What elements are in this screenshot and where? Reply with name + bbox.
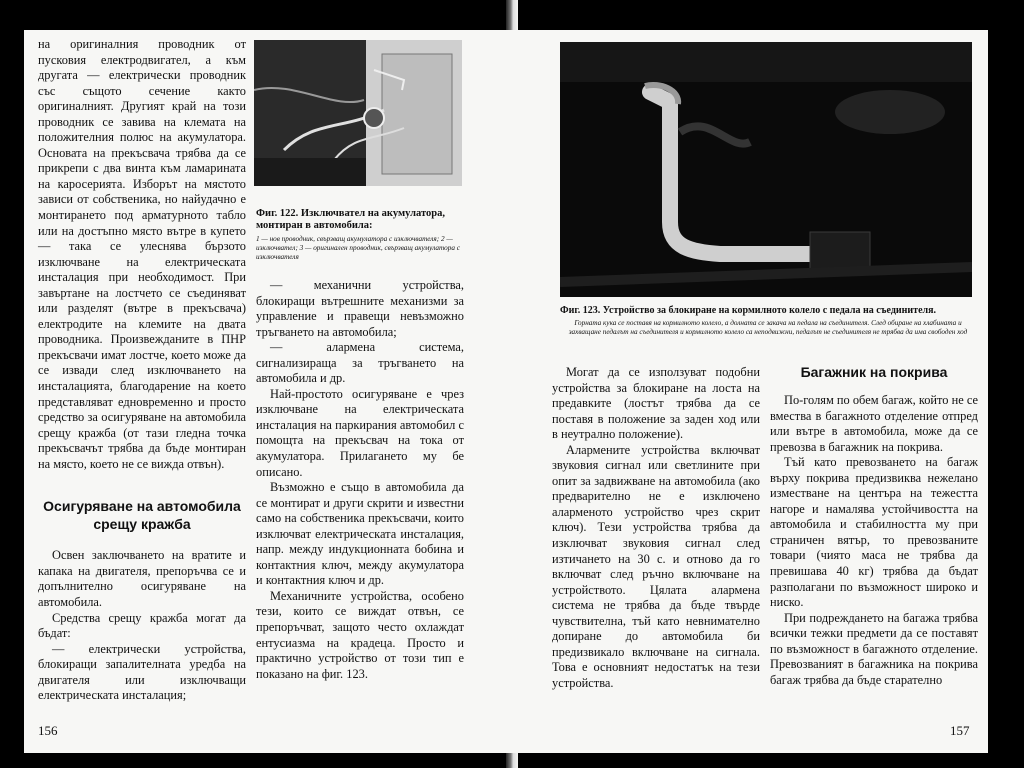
figure-122-caption (256, 208, 462, 262)
paragraph: Алармените устройства включват звуковия сигнал или светлините при опит за задвижване на автомобила (ако предварително не е изключено алармeното устройство чрез скрит ключ). Тези устройства трябва да изключват звуковия сигнал след изтичането на 30 с. и отново да го включват след ръчно включване на устройството. Цялата алармена система не трябва да бъде твърде чувствителна, тъй като невнимателно допиране до автомобила би предизвикало включване на сигнала. Това е основният недостатък на тези устройства. (552, 442, 760, 690)
paragraph: Възможно е също в автомобила да се монтират и други скрити и известни само на собственика прекъсвачи, които изключват електрическата инсталация, напр. между индукционната бобина и контактния ключ, между акумулатора и контактния ключ и др. (256, 480, 464, 588)
left-page (24, 30, 514, 753)
paragraph: — алармена система, сигнализираща за тръгването на автомобила и др. (256, 340, 464, 386)
left-column-2 (256, 278, 464, 682)
right-column-2 (770, 363, 978, 688)
figure-legend: 1 — нов проводник, свързващ акумулатора с изключвателя; 2 — изключвател; 3 — оригинален проводник, свързващ акумулатора с изключвателя (256, 235, 460, 261)
page-number: 157 (950, 723, 970, 738)
photo-illustration (254, 40, 462, 186)
paragraph: Освен заключването на вратите и капака на двигателя, препоръчва се и допълнително осигуряване на автомобила. (38, 548, 246, 609)
right-column-1 (552, 365, 760, 691)
section-heading: Багажник на покрива (800, 364, 948, 380)
paragraph: При подреждането на багажа трябва всички тежки предмети да се поставят по възможност в багажното отделение. Превозваният в багажника на покрива багаж трябва да бъде старателно (770, 610, 978, 687)
paragraph: Тъй като превозването на багаж върху покрива предизвиква нежелано изместване на центъра на тежестта нагоре и намалява устойчивостта на автомобила и стабилността му при страничен вятър, то превозваните товари (чиято маса не трябва да превишава 40 кг) трябва да бъдат разполагани по възможност широко и ниско. (770, 455, 978, 610)
paragraph: Могат да се използуват подобни устройства за блокиране на лоста на предавките (лостът трябва да се поставя в положение за заден ход или в неутрално положение). (552, 365, 760, 442)
paragraph: на оригиналния проводник от пусковия електродвигател, а към другата — електрически проводник със същото сечение както оригиналният. Другият край на този проводник се завива на клемата на положителния полюс на акумулатора. Основата на прекъсвача трябва да се прикрепи с два винта към ламарината на каросерията. Изборът на мястото зависи от собственика, но найудачно е монтирането под арматурното табло или на достъпно място вътре в купето — така се улеснява бързото изключване на електрическата инсталация при необходимост. При завъртане на лостчето се съединяват или разделят (вътре в прекъсвача) електродите на клемите на двата проводника. Произвежданите в ПНР прекъсвачи имат лостче, което може да се извади след изключването на инсталацията, благодарение на което представляват едновременно и просто средство за осигуряване на автомобила срещу кражба (от тази гледна точка прекъсвачът трябва да бъде монтиран на място, което не се вижда отвън). (38, 37, 246, 471)
figure-title: Фиг. 123. Устройство за блокиране на кормилното колело с педала на съединителя. (560, 305, 937, 316)
left-column-1 (38, 37, 246, 704)
figure-title: Фиг. 122. Изключвател на акумулатора, монтиран в автомобила: (256, 208, 445, 231)
paragraph: Най-простото осигуряване е чрез изключване на електрическата инсталация на паркирания автомобил с помощта на прекъсвач на тока от акумулатора. Прилагането му бе описано. (256, 386, 464, 479)
photo-illustration (560, 42, 972, 297)
right-page (512, 30, 988, 753)
paragraph: Средства срещу кражба могат да бъдат: (38, 610, 246, 641)
figure-legend: Горната кука се поставя на кормилното колело, а долната се закача на педала на съединителя. След обиране на хлабината и захващане педалът на съединителя и кормилното колело са неподвижни, педалът не съединителя не трябва да има свободен ход (568, 319, 968, 336)
page-number: 156 (38, 723, 58, 738)
paragraph: По-голям по обем багаж, който не се вмества в багажното отделение отпред или вътре в автомобила, може да се превозва в багажник на покрива. (770, 393, 978, 454)
battery-switch-photo (254, 40, 462, 186)
steering-lock-photo (560, 42, 972, 297)
paragraph: — електрически устройства, блокиращи запалителната уредба на двигателя или изключващи електрическата инсталация; (38, 641, 246, 703)
paragraph: Механичните устройства, особено тези, които се виждат отвън, се препоръчват, защото често охлаждат ентусиазма на крадеца. Просто и практично устройство от този тип е показано на фиг. 123. (256, 588, 464, 681)
paragraph: — механични устройства, блокиращи вътрешните механизми за управление и правещи невъзможно тръгването на автомобила; (256, 278, 464, 339)
figure-123-caption (560, 305, 976, 337)
section-heading: Осигуряване на автомобила срещу кражба (43, 498, 241, 533)
